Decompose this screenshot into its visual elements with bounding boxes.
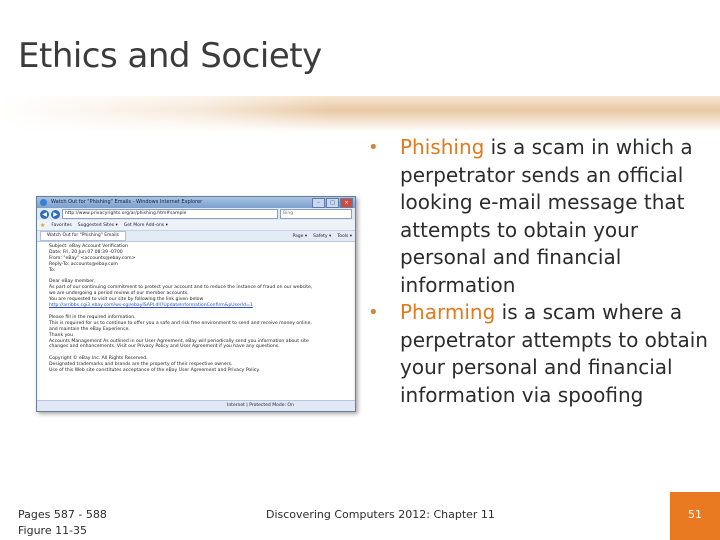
email-link: http://arribbs.cgi3.ebay.com/ws-cgi/ebayISAPI.dll?UpdateInformationConfirm&pUserId=1	[49, 303, 253, 309]
email-line: changes and enhancements. Visit our Privacy Policy and User Agreement if you have any questions.	[49, 344, 280, 350]
ie-logo-icon	[40, 199, 47, 206]
email-line: and maintain the eBay Experience.	[49, 326, 130, 332]
email-line: Thank you	[49, 332, 74, 338]
email-line: You are requested to visit our site by following the link given below	[49, 297, 204, 303]
browser-window-title: Watch Out for "Phishing" Emails - Windows Internet Explorer	[51, 199, 203, 205]
email-line: Please fill in the required information.	[49, 314, 136, 320]
browser-tab: Watch Out for "Phishing" Emails	[40, 231, 126, 241]
favorites-label: Favorites	[51, 222, 72, 228]
window-controls	[312, 198, 353, 208]
page-menu: Page ▾	[292, 233, 308, 239]
browser-address-bar	[37, 208, 355, 220]
command-bar	[293, 234, 352, 239]
bullet-icon: •	[368, 137, 379, 158]
email-line: we are undergoing a period review of our member accounts.	[49, 291, 189, 297]
favorites-bar	[37, 220, 355, 231]
page-number-badge: 51	[670, 492, 720, 540]
email-line: This is required for us to continue to offer you a safe and risk free environment to send and receive money online,	[49, 320, 312, 326]
minimize-icon: –	[312, 198, 325, 208]
forward-icon: ▶	[51, 210, 60, 219]
footer-pages	[18, 507, 107, 539]
title-accent-band	[0, 96, 720, 132]
figure-reference: Figure 11-35	[18, 524, 88, 537]
bullet-text: is a scam where a perpetrator attempts to obtain your personal and financial information via spoofing	[400, 300, 708, 407]
email-line: Dear eBay member,	[49, 279, 96, 285]
url-field: http://www.privacyrights.org/ar/phishing.htm#sample	[62, 209, 278, 219]
email-line: Date: Fri, 20 Jun 07 08:39 -0700	[49, 249, 123, 255]
back-icon: ◀	[40, 210, 49, 219]
email-content	[39, 242, 353, 400]
bullet-item-pharming	[368, 299, 708, 409]
bullet-list	[368, 134, 708, 409]
tools-menu: Tools ▾	[337, 233, 352, 239]
slide-title: Ethics and Society	[18, 36, 322, 76]
favorites-star-icon: ★	[40, 221, 46, 229]
browser-status-bar: Internet | Protected Mode: On	[37, 400, 355, 411]
email-line: Subject: eBay Account Verification	[49, 244, 128, 249]
suggested-sites: Suggested Sites ▾	[77, 222, 118, 228]
email-line: As part of our continuing commitment to protect your account and to reduce the instance of fraud on our website,	[49, 285, 313, 291]
bullet-term: Phishing	[400, 135, 485, 159]
email-line: Designated trademarks and brands are the property of their respective owners.	[49, 362, 233, 368]
browser-titlebar	[37, 197, 355, 208]
email-line: To:	[49, 267, 56, 273]
email-line: Copyright © eBay Inc. All Rights Reserved.	[49, 356, 148, 362]
email-line: Accounts Management As outlined in our User Agreement, eBay will periodically send you information about site	[49, 338, 309, 344]
email-line: From: "eBay" <accounts@ebay.com>	[49, 255, 136, 261]
email-line: Reply-To: accounts@ebay.com	[49, 261, 118, 267]
email-line: Use of this Web site constitutes acceptance of the eBay User Agreement and Privacy Policy.	[49, 368, 260, 374]
browser-screenshot-figure	[36, 196, 356, 412]
browser-tab-bar	[37, 231, 355, 242]
bullet-item-phishing	[368, 134, 708, 299]
close-icon: ×	[340, 198, 353, 208]
safety-menu: Safety ▾	[313, 233, 332, 239]
maximize-icon: □	[326, 198, 339, 208]
footer-source: Discovering Computers 2012: Chapter 11	[266, 508, 495, 521]
bullet-icon: •	[368, 302, 379, 323]
bullet-term: Pharming	[400, 300, 496, 324]
pages-reference: Pages 587 - 588	[18, 508, 107, 521]
get-addons: Get More Add-ons ▾	[123, 222, 168, 228]
search-field: Bing	[280, 209, 352, 219]
bullet-text: is a scam in which a perpetrator sends an official looking e-mail message that attempts to obtain your personal and financial information	[400, 135, 693, 297]
